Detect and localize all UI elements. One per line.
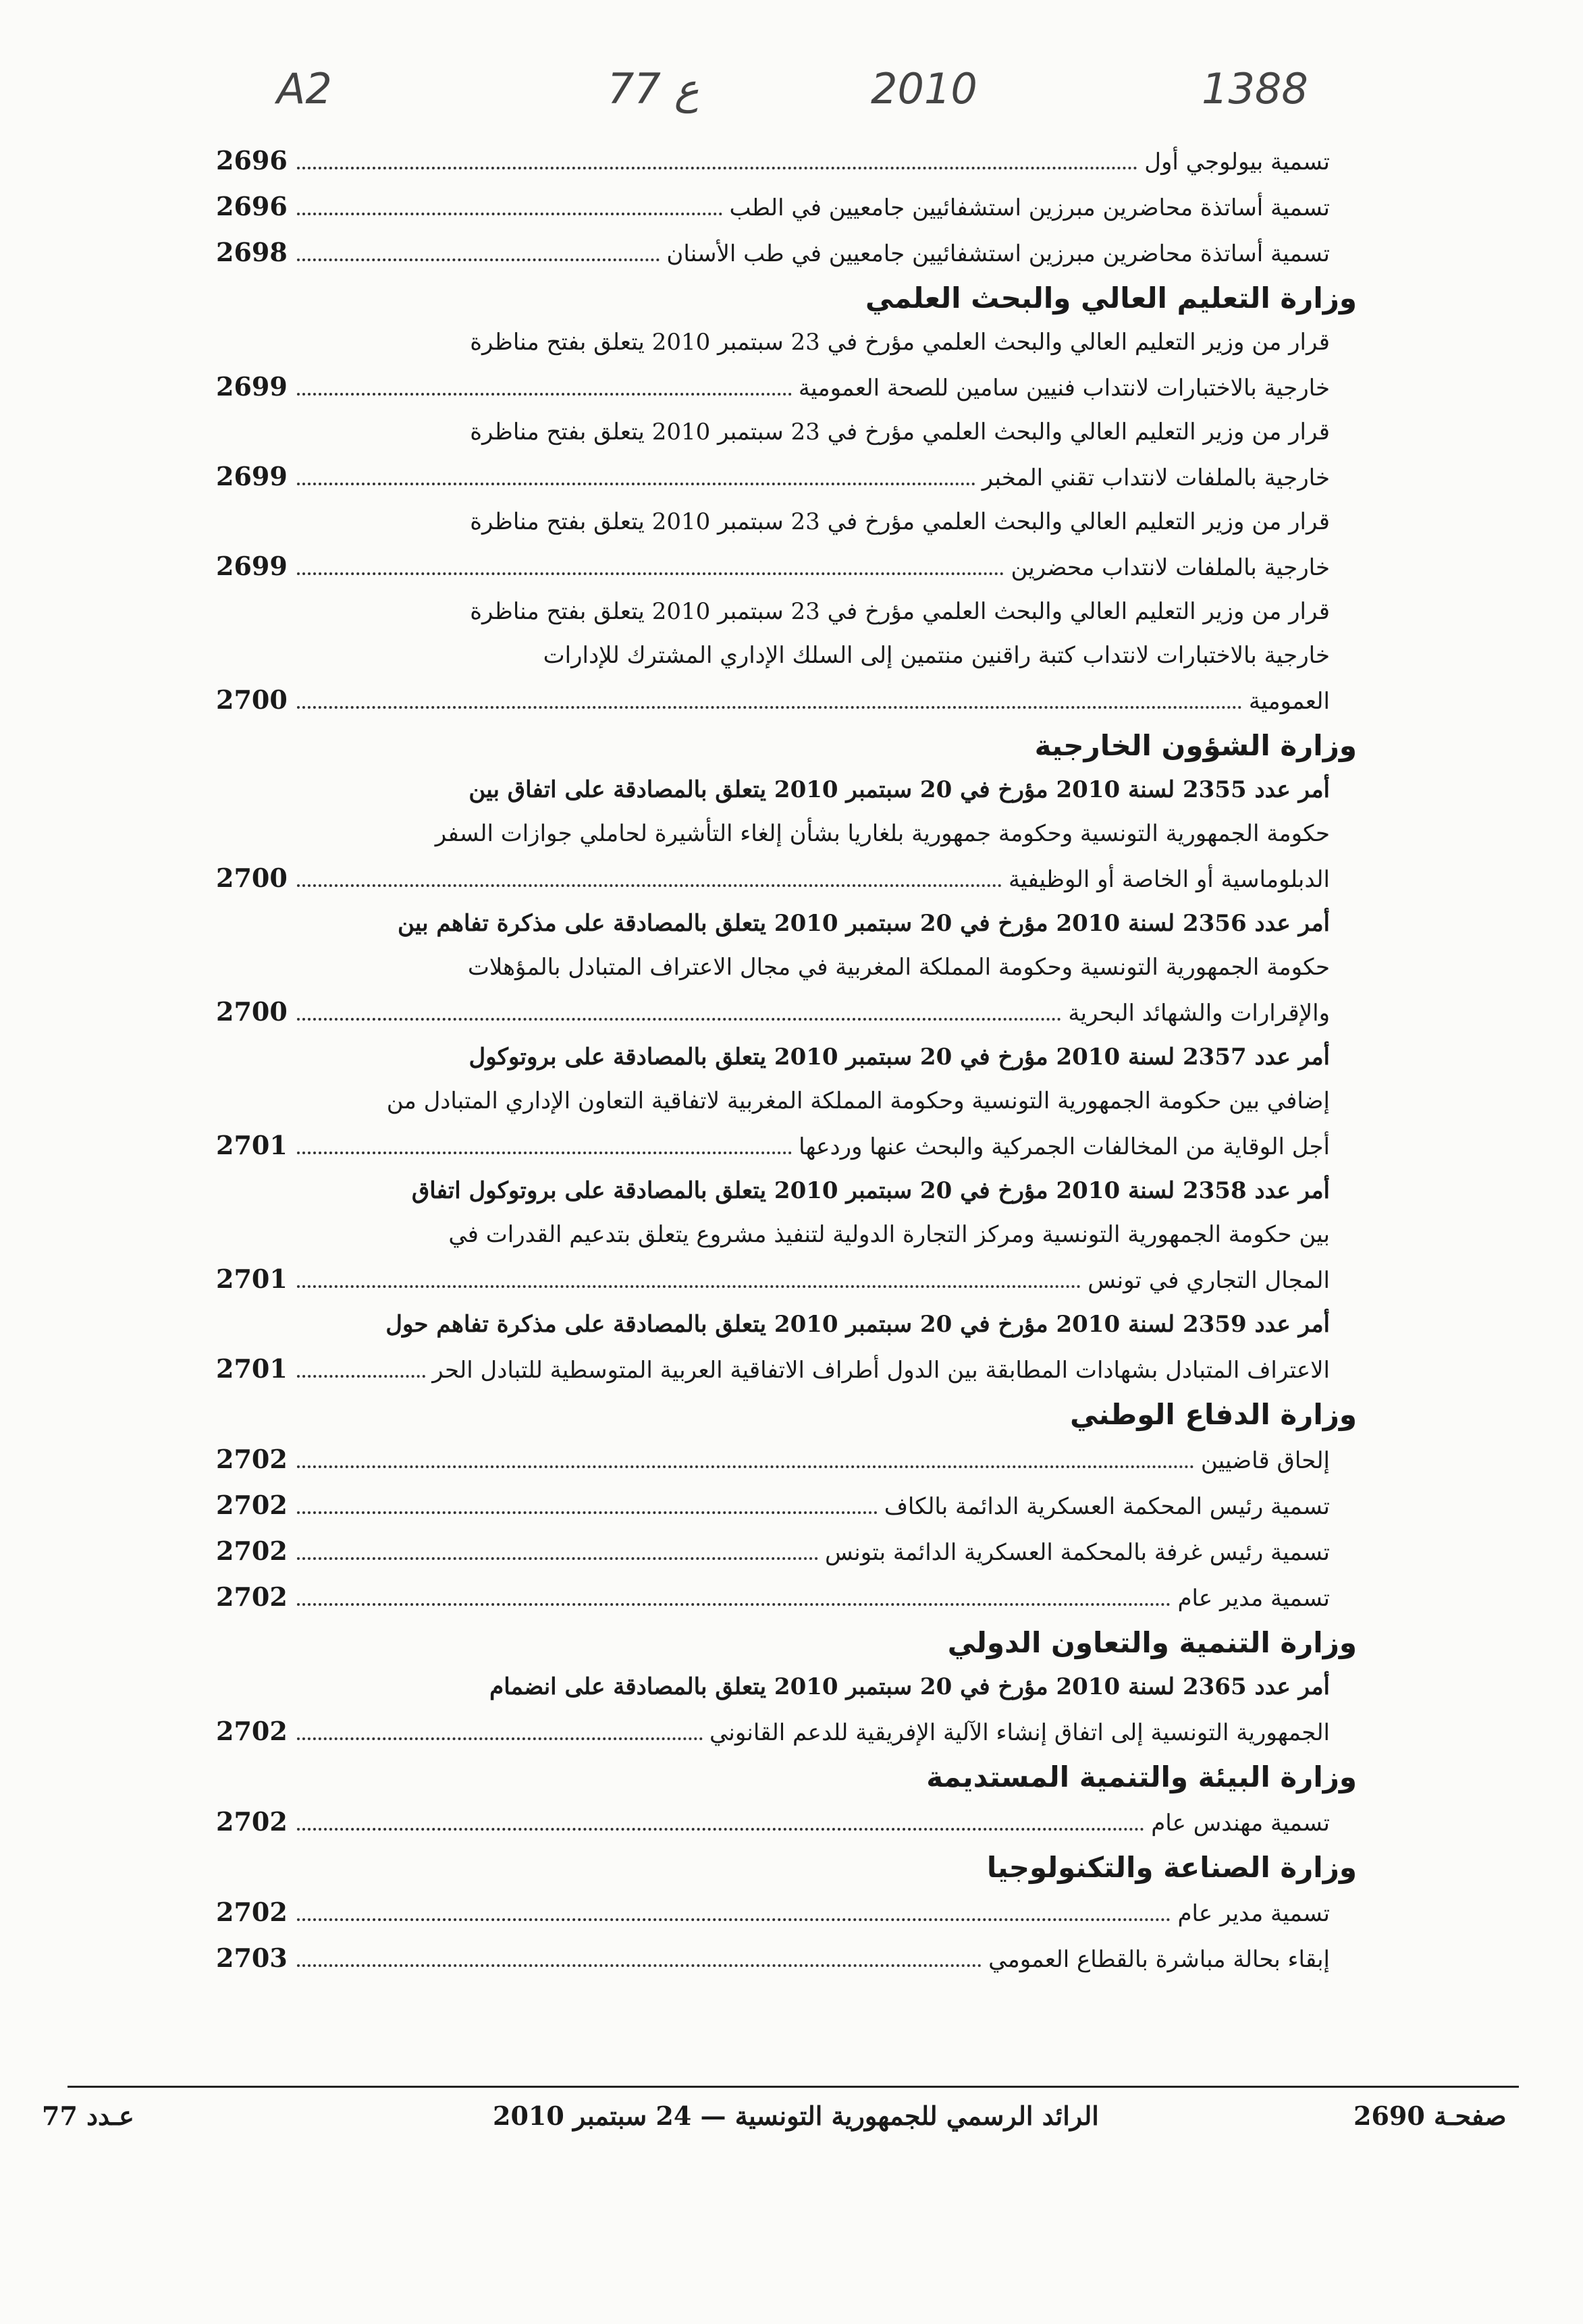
toc-line xyxy=(216,1529,1330,1575)
page-number: 2701 xyxy=(216,1353,288,1384)
toc-line-text: إلحاق قاضيين xyxy=(1200,1447,1330,1474)
toc-line xyxy=(216,1483,1330,1529)
toc-line-text: تسمية بيولوجي أول xyxy=(1144,148,1330,175)
handwritten-note: A2 xyxy=(277,64,332,113)
page-number: 2702 xyxy=(216,1897,288,1927)
dot-leader xyxy=(297,483,975,485)
footer-issue-number: عـدد 77 xyxy=(42,2101,134,2131)
dot-leader xyxy=(297,1964,982,1967)
dot-leader xyxy=(297,1152,792,1154)
toc-line-text: خارجية بالملفات لانتداب محضرين xyxy=(1011,554,1330,581)
toc-line xyxy=(216,856,1330,902)
dot-leader xyxy=(297,393,792,396)
page-number: 2699 xyxy=(216,461,288,491)
ministry-heading: وزارة الصناعة والتكنولوجيا xyxy=(986,1851,1357,1884)
footer-divider xyxy=(68,2086,1519,2088)
toc-line xyxy=(216,454,1330,500)
page-number: 2696 xyxy=(216,145,288,175)
toc-line-text: الجمهورية التونسية إلى اتفاق إنشاء الآلية الإفريقية للدعم القانوني xyxy=(709,1719,1330,1746)
toc-decree-entry xyxy=(216,1035,1357,1169)
toc-item xyxy=(216,1890,1357,1936)
page-number: 2702 xyxy=(216,1490,288,1520)
toc-item xyxy=(216,1529,1357,1575)
toc-line xyxy=(216,1257,1330,1303)
toc-line-text: قرار من وزير التعليم العالي والبحث العلمي مؤرخ في 23 سبتمبر 2010 يتعلق بفتح مناظرة xyxy=(470,598,1330,625)
toc-line-text: أمر عدد 2357 لسنة 2010 مؤرخ في 20 سبتمبر 2010 يتعلق بالمصادقة على بروتوكول xyxy=(468,1044,1330,1071)
toc-line xyxy=(216,364,1330,410)
toc-line-text: والإقرارات والشهائد البحرية xyxy=(1068,1000,1330,1027)
toc-line xyxy=(216,544,1330,590)
toc-line-text: تسمية مهندس عام xyxy=(1151,1810,1330,1837)
toc-decree-entry xyxy=(216,590,1357,724)
ministry-heading: وزارة الدفاع الوطني xyxy=(1070,1398,1357,1431)
toc-line-text: تسمية رئيس غرفة بالمحكمة العسكرية الدائمة بتونس xyxy=(824,1539,1330,1566)
toc-item xyxy=(216,1437,1357,1483)
toc-line-text: خارجية بالاختبارات لانتداب كتبة راقنين منتمين إلى السلك الإداري المشترك للإدارات xyxy=(543,642,1330,669)
toc-line-text: إبقاء بحالة مباشرة بالقطاع العمومي xyxy=(988,1946,1330,1973)
page-number: 2698 xyxy=(216,237,288,267)
ministry-heading: وزارة التعليم العالي والبحث العلمي xyxy=(865,281,1357,315)
toc-line xyxy=(216,1709,1330,1755)
toc-line-text: قرار من وزير التعليم العالي والبحث العلمي مؤرخ في 23 سبتمبر 2010 يتعلق بفتح مناظرة xyxy=(470,418,1330,445)
toc-decree-entry xyxy=(216,1169,1357,1303)
toc-line-text: حكومة الجمهورية التونسية وحكومة المملكة المغربية في مجال الاعتراف المتبادل بالمؤهلات xyxy=(467,954,1330,981)
table-of-contents xyxy=(216,138,1357,1982)
toc-line-text: تسمية أساتذة محاضرين مبرزين استشفائيين جامعيين في الطب xyxy=(729,194,1330,221)
dot-leader xyxy=(297,1285,1081,1288)
ministry-heading: وزارة الشؤون الخارجية xyxy=(1034,729,1357,762)
page-number: 2700 xyxy=(216,684,288,715)
dot-leader xyxy=(297,259,660,261)
toc-line xyxy=(216,1437,1330,1483)
toc-item xyxy=(216,1936,1357,1982)
dot-leader xyxy=(297,884,1002,887)
dot-leader xyxy=(297,1918,1171,1921)
toc-item xyxy=(216,1800,1357,1845)
toc-decree-entry xyxy=(216,1303,1357,1393)
toc-line xyxy=(216,1575,1330,1621)
toc-line-text: حكومة الجمهورية التونسية وحكومة جمهورية بلغاريا بشأن إلغاء التأشيرة لحاملي جوازات السفر xyxy=(435,820,1330,847)
toc-line xyxy=(216,1800,1330,1845)
dot-leader xyxy=(297,1511,878,1514)
toc-item xyxy=(216,1483,1357,1529)
toc-line xyxy=(216,1890,1330,1936)
toc-line xyxy=(216,678,1330,724)
toc-decree-entry xyxy=(216,500,1357,590)
toc-line-text: خارجية بالاختبارات لانتداب فنيين سامين للصحة العمومية xyxy=(798,375,1330,402)
toc-line-text: أجل الوقاية من المخالفات الجمركية والبحث عنها وردعها xyxy=(799,1133,1330,1160)
toc-line-text: أمر عدد 2359 لسنة 2010 مؤرخ في 20 سبتمبر 2010 يتعلق بالمصادقة على مذكرة تفاهم حول xyxy=(385,1311,1330,1338)
toc-line xyxy=(216,1936,1330,1982)
toc-line xyxy=(216,138,1330,184)
toc-decree-entry xyxy=(216,768,1357,902)
dot-leader xyxy=(297,167,1137,169)
toc-line-text: تسمية رئيس المحكمة العسكرية الدائمة بالكاف xyxy=(884,1493,1330,1520)
page-number: 2703 xyxy=(216,1943,288,1973)
ministry-heading: وزارة البيئة والتنمية المستديمة xyxy=(926,1760,1357,1793)
toc-line-text: قرار من وزير التعليم العالي والبحث العلمي مؤرخ في 23 سبتمبر 2010 يتعلق بفتح مناظرة xyxy=(470,329,1330,356)
page-number: 2696 xyxy=(216,191,288,221)
dot-leader xyxy=(297,1375,425,1378)
toc-line-text: المجال التجاري في تونس xyxy=(1088,1267,1330,1294)
toc-line-text: بين حكومة الجمهورية التونسية ومركز التجارة الدولية لتنفيذ مشروع يتعلق بتدعيم القدرات في xyxy=(448,1221,1330,1248)
toc-line-text: تسمية مدير عام xyxy=(1177,1585,1330,1612)
toc-line xyxy=(216,230,1330,276)
toc-line-text: خارجية بالملفات لانتداب تقني المخبر xyxy=(982,464,1330,491)
page-number: 2699 xyxy=(216,371,288,402)
handwritten-note: 77 ع xyxy=(608,64,699,113)
page-number: 2700 xyxy=(216,863,288,893)
toc-item xyxy=(216,184,1357,230)
dot-leader xyxy=(297,1018,1061,1021)
dot-leader xyxy=(297,1557,818,1560)
ministry-heading: وزارة التنمية والتعاون الدولي xyxy=(947,1626,1357,1659)
toc-line-text: تسمية مدير عام xyxy=(1177,1900,1330,1927)
toc-line-text: أمر عدد 2365 لسنة 2010 مؤرخ في 20 سبتمبر 2010 يتعلق بالمصادقة على انضمام xyxy=(489,1673,1330,1700)
dot-leader xyxy=(297,1828,1144,1831)
page-number: 2702 xyxy=(216,1806,288,1837)
page-number: 2702 xyxy=(216,1536,288,1566)
footer-journal-title: الرائد الرسمي للجمهورية التونسية — 24 سبتمبر 2010 xyxy=(493,2101,1099,2131)
page-number: 2702 xyxy=(216,1444,288,1474)
handwritten-note: 2010 xyxy=(871,64,977,113)
toc-decree-entry xyxy=(216,321,1357,410)
toc-line-text: الاعتراف المتبادل بشهادات المطابقة بين الدول أطراف الاتفاقية العربية المتوسطية للتبادل الحر xyxy=(432,1357,1330,1384)
dot-leader xyxy=(297,1603,1171,1606)
toc-decree-entry xyxy=(216,1665,1357,1755)
toc-line-text: إضافي بين حكومة الجمهورية التونسية وحكومة المملكة المغربية لاتفاقية التعاون الإداري المتبادل من xyxy=(386,1087,1330,1114)
dot-leader xyxy=(297,572,1004,575)
page-number: 2702 xyxy=(216,1582,288,1612)
toc-line-text: أمر عدد 2356 لسنة 2010 مؤرخ في 20 سبتمبر 2010 يتعلق بالمصادقة على مذكرة تفاهم بين xyxy=(397,910,1330,937)
toc-item xyxy=(216,230,1357,276)
page-number: 2701 xyxy=(216,1264,288,1294)
footer-page-number: صفحـة 2690 xyxy=(1353,2101,1507,2131)
handwritten-note: 1388 xyxy=(1202,64,1308,113)
toc-decree-entry xyxy=(216,902,1357,1035)
dot-leader xyxy=(297,213,722,215)
page-number: 2702 xyxy=(216,1716,288,1746)
toc-item xyxy=(216,138,1357,184)
dot-leader xyxy=(297,1465,1194,1468)
page-number: 2699 xyxy=(216,551,288,581)
toc-line-text: الدبلوماسية أو الخاصة أو الوظيفية xyxy=(1008,866,1330,893)
dot-leader xyxy=(297,706,1242,709)
dot-leader xyxy=(297,1737,703,1740)
toc-line-text: أمر عدد 2355 لسنة 2010 مؤرخ في 20 سبتمبر 2010 يتعلق بالمصادقة على اتفاق بين xyxy=(468,776,1330,803)
toc-line-text: أمر عدد 2358 لسنة 2010 مؤرخ في 20 سبتمبر 2010 يتعلق بالمصادقة على بروتوكول اتفاق xyxy=(411,1177,1330,1204)
toc-line xyxy=(216,1123,1330,1169)
toc-line-text: قرار من وزير التعليم العالي والبحث العلمي مؤرخ في 23 سبتمبر 2010 يتعلق بفتح مناظرة xyxy=(470,508,1330,535)
page-number: 2701 xyxy=(216,1130,288,1160)
page-number: 2700 xyxy=(216,996,288,1027)
toc-line xyxy=(216,184,1330,230)
toc-line-text: العمومية xyxy=(1248,688,1330,715)
toc-line xyxy=(216,1347,1330,1393)
toc-decree-entry xyxy=(216,410,1357,500)
toc-item xyxy=(216,1575,1357,1621)
toc-line-text: تسمية أساتذة محاضرين مبرزين استشفائيين جامعيين في طب الأسنان xyxy=(666,240,1330,267)
toc-line xyxy=(216,990,1330,1035)
